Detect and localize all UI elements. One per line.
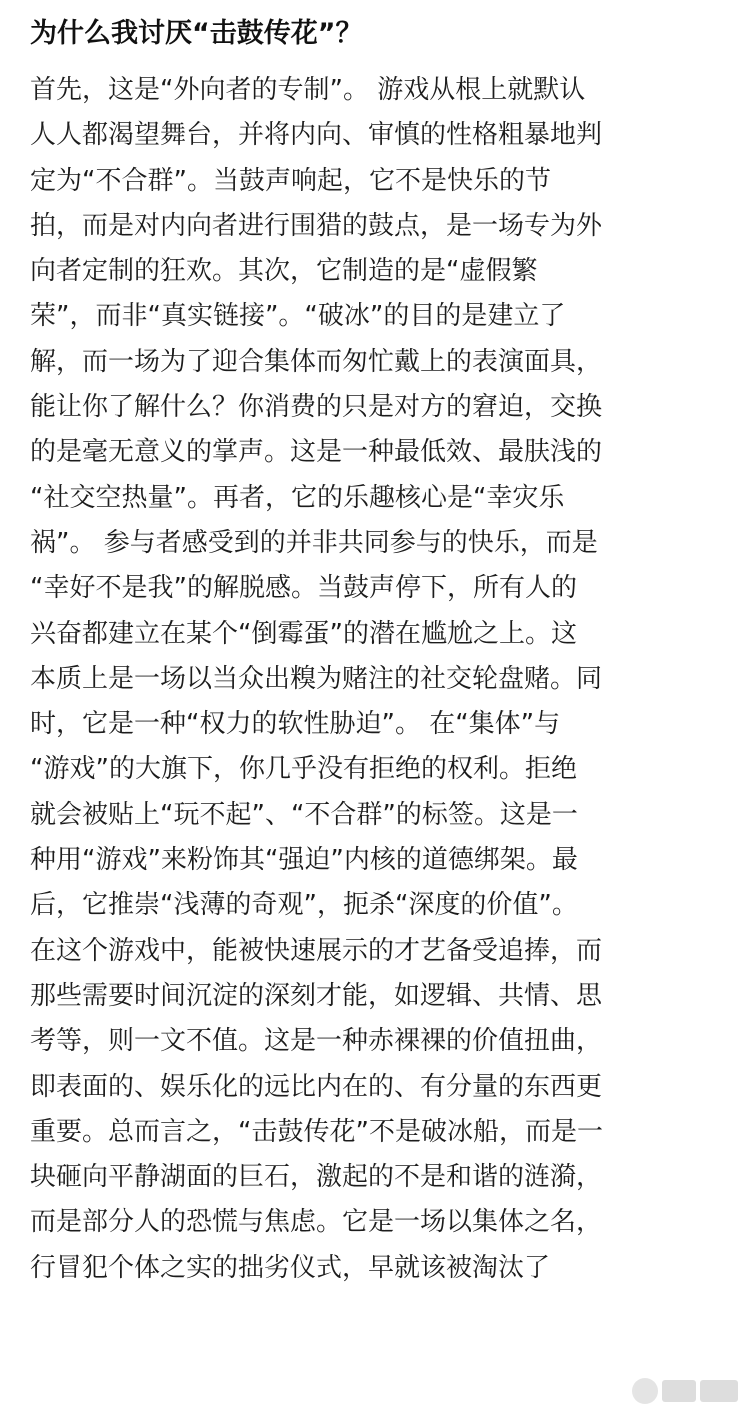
body-line: 本质上是一场以当众出糗为赌注的社交轮盘赌。同 [30,663,603,694]
body-line: 首先，这是“外向者的专制”。 游戏从根上就默认 [30,75,586,105]
body-line: 即表面的、娱乐化的远比内在的、有分量的东西更 [30,1071,603,1102]
body-line: 拍，而是对内向者进行围猎的鼓点，是一场专为外 [30,210,603,241]
body-line: 能让你了解什么？你消费的只是对方的窘迫，交换 [30,392,603,423]
body-line: 人人都渴望舞台，并将内向、审慎的性格粗暴地判 [30,120,603,151]
body-line: 定为“不合群”。当鼓声响起，它不是快乐的节 [30,165,551,196]
body-line: 祸”。 参与者感受到的并非共同参与的快乐，而是 [30,527,598,558]
body-line: “社交空热量”。再者，它的乐趣核心是“幸灾乐 [30,482,565,513]
body-line: 后，它推崇“浅薄的奇观”，扼杀“深度的价值”。 [30,890,578,921]
body-line: 重要。总而言之，“击鼓传花”不是破冰船，而是一 [30,1116,603,1147]
body-line: 向者定制的狂欢。其次，它制造的是“虚假繁 [30,256,538,287]
body-line: 兴奋都建立在某个“倒霉蛋”的潜在尴尬之上。这 [30,618,577,649]
body-line: 就会被贴上“玩不起”、“不合群”的标签。这是一 [30,799,578,830]
watermark-mark [700,1380,738,1402]
body-line: 而是部分人的恐慌与焦虑。它是一场以集体之名， [30,1207,603,1238]
body-line: “游戏”的大旗下，你几乎没有拒绝的权利。拒绝 [30,754,577,785]
body-line: 解，而一场为了迎合集体而匆忙戴上的表演面具， [30,346,603,377]
body-line: 行冒犯个体之实的拙劣仪式，早就该被淘汰了 [30,1252,551,1283]
article-title: 为什么我讨厌“击鼓传花”？ [30,18,363,49]
body-line: 块砸向平静湖面的巨石，激起的不是和谐的涟漪， [30,1162,603,1193]
body-line: 荣”，而非“真实链接”。“破冰”的目的是建立了 [30,301,566,332]
watermark [632,1377,738,1405]
body-line: 那些需要时间沉淀的深刻才能，如逻辑、共情、思 [30,980,603,1011]
article-body [30,68,728,1291]
body-line: 的是毫无意义的掌声。这是一种最低效、最肤浅的 [30,437,603,468]
body-line: “幸好不是我”的解脱感。当鼓声停下，所有人的 [30,573,577,604]
watermark-mark [662,1380,696,1402]
body-line: 在这个游戏中，能被快速展示的才艺备受追捧，而 [30,935,603,966]
body-line: 时，它是一种“权力的软性胁迫”。 在“集体”与 [30,709,561,740]
watermark-logo-icon [632,1378,658,1404]
body-line: 种用“游戏”来粉饰其“强迫”内核的道德绑架。最 [30,845,578,876]
body-line: 考等，则一文不值。这是一种赤裸裸的价值扭曲， [30,1026,603,1057]
